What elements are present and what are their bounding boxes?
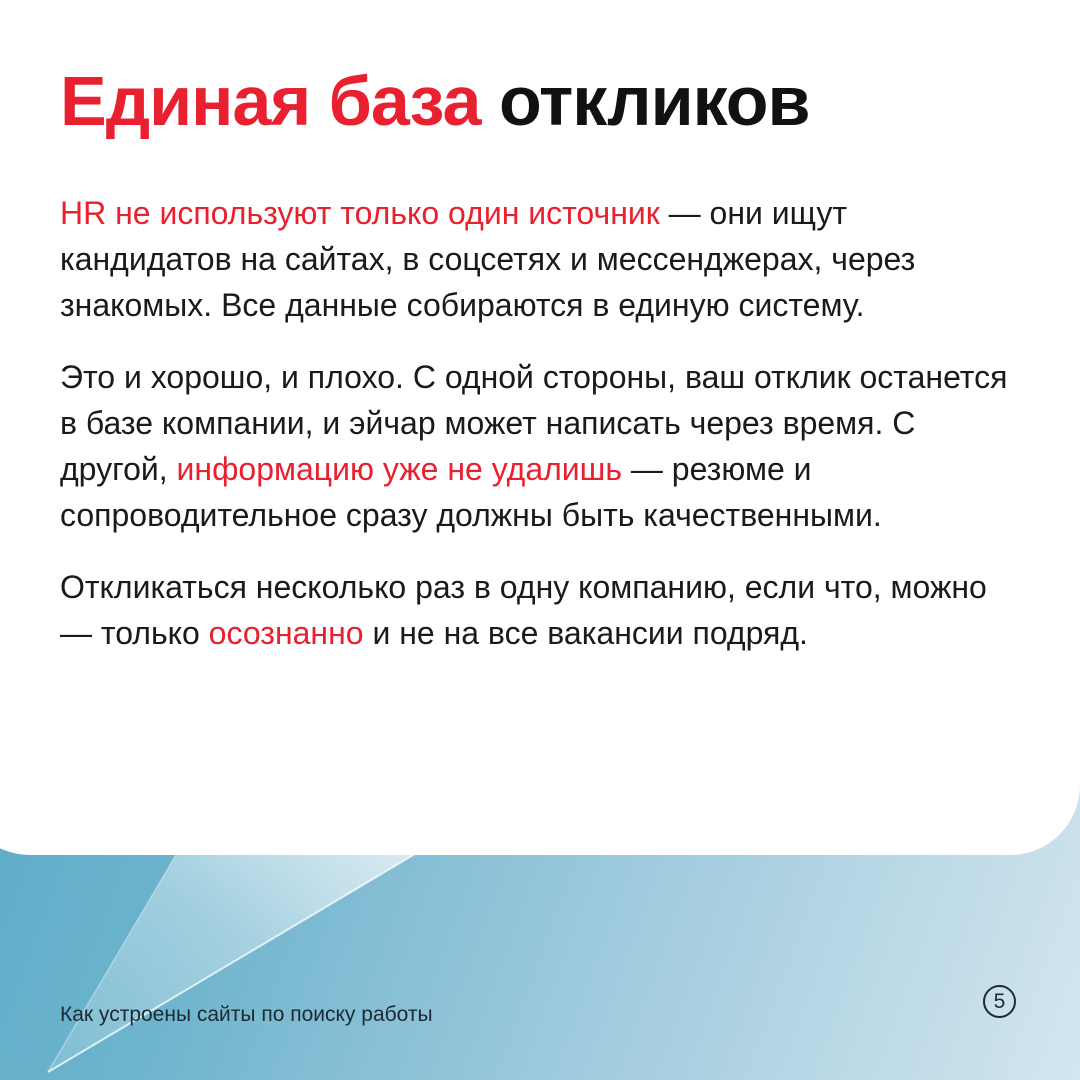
paragraph-2	[60, 354, 1020, 538]
paragraph-text: — резюме и сопроводительное сразу должны быть качественными.	[60, 451, 882, 533]
paragraph-text: Это и хорошо, и плохо. С одной стороны, ваш отклик останется в базе компании, и эйчар может написать через время. С другой,	[60, 359, 1008, 487]
page-number: 5	[993, 989, 1006, 1013]
paragraph-3	[60, 564, 1020, 656]
paragraph-text: и не на все вакансии подряд.	[363, 615, 808, 651]
highlight-text: HR не используют только один источник	[60, 195, 660, 231]
highlight-text: информацию уже не удалишь	[176, 451, 622, 487]
paragraph-text: Откликаться несколько раз в одну компанию, если что, можно — только	[60, 569, 987, 651]
title-accent: Единая база	[60, 62, 481, 140]
body-text	[60, 190, 1020, 682]
title-rest: откликов	[498, 62, 810, 140]
page-title	[60, 62, 810, 140]
page-number-badge	[983, 985, 1016, 1018]
footer-caption: Как устроены сайты по поиску работы	[60, 1003, 433, 1026]
paragraph-1	[60, 190, 1020, 328]
paragraph-text: — они ищут кандидатов на сайтах, в соцсетях и мессенджерах, через знакомых. Все данные собираются в единую систему.	[60, 195, 916, 323]
highlight-text: осознанно	[208, 615, 364, 651]
